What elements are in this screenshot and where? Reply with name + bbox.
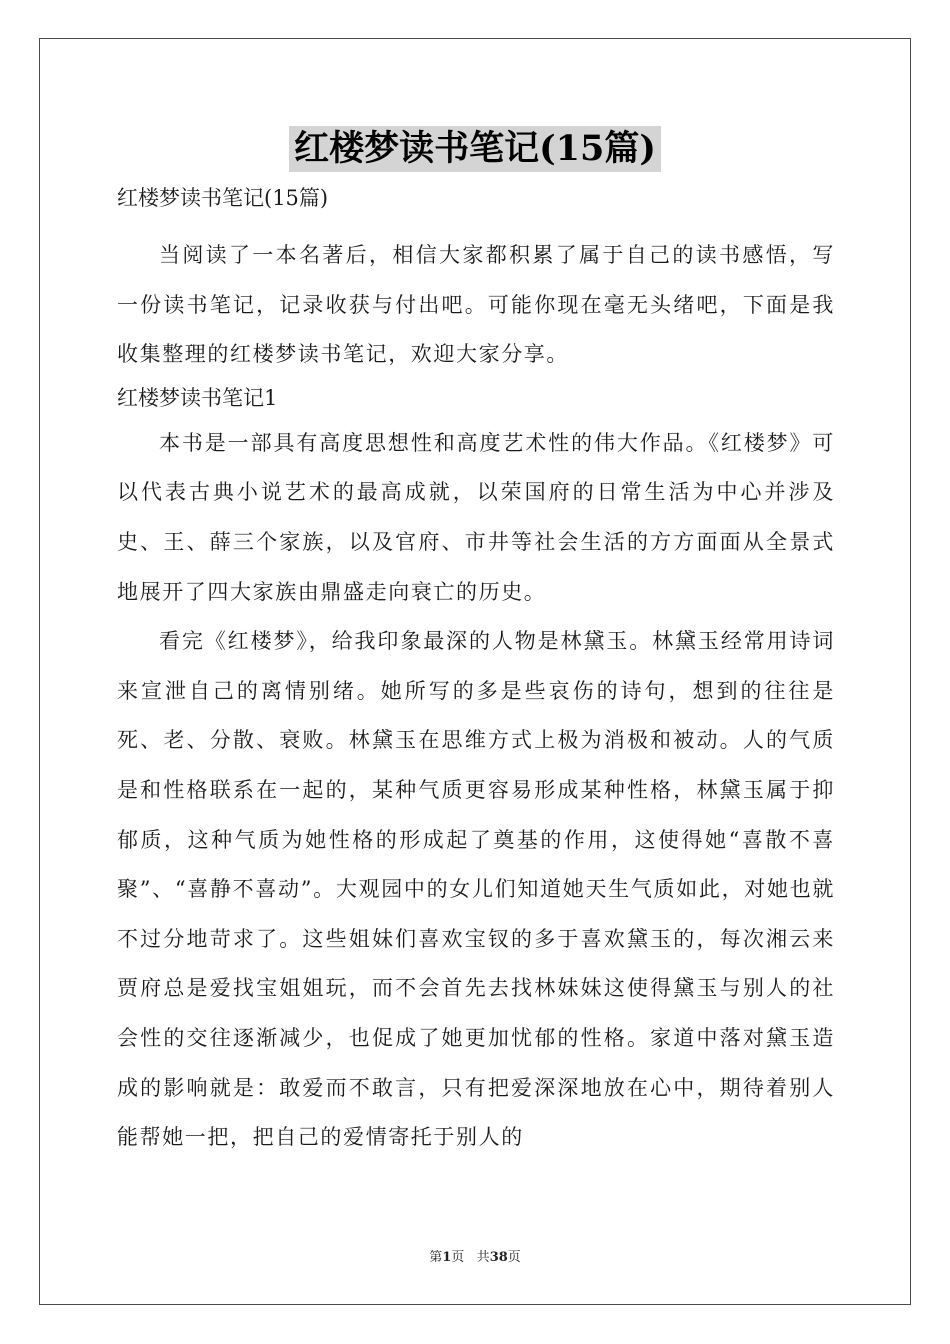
footer-total-unit: 页 — [507, 1250, 521, 1265]
body-paragraph-1: 本书是一部具有高度思想性和高度艺术性的伟大作品。《红楼梦》可以代表古典小说艺术的最高成就，以荣国府的日常生活为中心并涉及史、王、薛三个家族，以及官府、市井等社会生活的方方面面从全景式地展开了四大家族由鼎盛走向衰亡的历史。 — [117, 430, 835, 604]
page-footer — [0, 1246, 950, 1265]
intro-paragraph: 当阅读了一本名著后，相信大家都积累了属于自己的读书感悟，写一份读书笔记，记录收获与付出吧。可能你现在毫无头绪吧，下面是我收集整理的红楼梦读书笔记，欢迎大家分享。 — [117, 243, 835, 367]
document-subtitle: 红楼梦读书笔记(15篇) — [117, 186, 329, 210]
footer-total-pages: 38 — [489, 1250, 508, 1265]
body-paragraph-2: 看完《红楼梦》，给我印象最深的人物是林黛玉。林黛玉经常用诗词来宣泄自己的离情别绪。她所写的多是些哀伤的诗句，想到的往往是死、老、分散、衰败。林黛玉在思维方式上极为消极和被动。人的气质是和性格联系在一起的，某种气质更容易形成某种性格，林黛玉属于抑郁质，这种气质为她性格的形成起了奠基的作用，这使得她“喜散不喜聚”、“喜静不喜动”。大观园中的女儿们知道她天生气质如此，对她也就不过分地苛求了。这些姐妹们喜欢宝钗的多于喜欢黛玉的，每次湘云来贾府总是爱找宝姐姐玩，而不会首先去找林妹妹这使得黛玉与别人的社会性的交往逐渐减少，也促成了她更加忧郁的性格。家道中落对黛玉造成的影响就是：敢爱而不敢言，只有把爱深深地放在心中，期待着别人能帮她一把，把自己的爱情寄托于别人的 — [117, 629, 835, 1150]
section-heading: 红楼梦读书笔记1 — [117, 385, 278, 410]
footer-page-unit: 页 — [451, 1250, 465, 1265]
footer-total-prefix: 共 — [476, 1250, 490, 1265]
document-title — [0, 126, 950, 172]
document-title-text: 红楼梦读书笔记(15篇) — [289, 126, 661, 172]
footer-page-prefix: 第 — [429, 1250, 443, 1265]
footer-page-number: 1 — [442, 1250, 452, 1265]
document-body — [117, 180, 835, 1163]
